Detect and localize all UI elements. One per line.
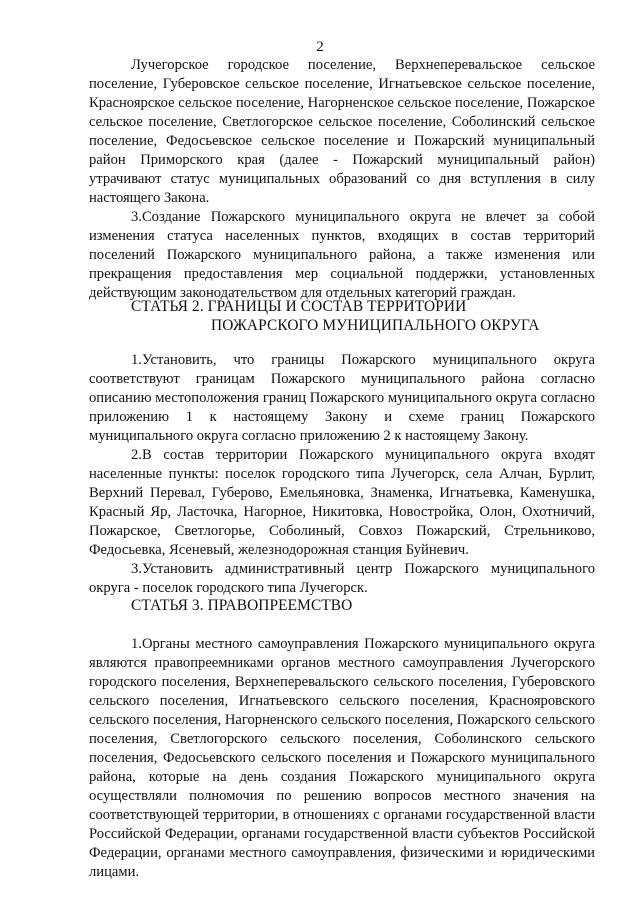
paragraph-settlement-status: 3.Создание Пожарского муниципального округа не влечет за собой изменения статуса населенных пунктов, входящих в состав территорий поселений Пожарского муниципального района, а также изменения или прекращения предоставления мер социальной поддержки, установленных действующим законодательством для отдельных категорий граждан. bbox=[89, 209, 595, 301]
article-2-paragraph-3: 3.Установить административный центр Пожарского муниципального округа - поселок городского типа Лучегорск. bbox=[89, 561, 595, 596]
page-number: 2 bbox=[316, 39, 324, 55]
article-2-body bbox=[89, 351, 595, 598]
paragraph-dissolution: Лучегорское городское поселение, Верхнеперевальское сельское поселение, Губеровское сельское поселение, Игнатьевское сельское поселение, Красноярское сельское поселение, Нагорненское сельское поселение, Пожарское сельское поселение, Светлогорское сельское поселение, Соболинский сельское поселение, Федосьевское сельское поселение и Пожарский муниципальный район Приморского края (далее - Пожарский муниципальный район) утрачивают статус муниципальных образований со дня вступления в силу настоящего Закона. bbox=[89, 57, 595, 206]
article-2-paragraph-2: 2.В состав территории Пожарского муниципального округа входят населенные пункты: поселок городского типа Лучегорск, села Алчан, Бурлит, Верхний Перевал, Губерово, Емельяновка, Знаменка, Игнатьевка, Каменушка, Красный Яр, Ласточка, Нагорное, Никитовка, Новостройка, Олон, Охотничий, Пожарское, Светлогорье, Соболиный, Совхоз Пожарский, Стрельниково, Федосьевка, Ясеневый, железнодорожная станция Буйневич. bbox=[89, 447, 595, 558]
article-2-heading bbox=[0, 297, 640, 335]
intro-section bbox=[89, 56, 595, 303]
article-2-title-line-2: ПОЖАРСКОГО МУНИЦИПАЛЬНОГО ОКРУГА bbox=[211, 317, 540, 334]
article-3-title: СТАТЬЯ 3. ПРАВОПРЕЕМСТВО bbox=[131, 597, 353, 614]
article-3-heading bbox=[0, 596, 640, 615]
article-3-body bbox=[89, 635, 595, 882]
article-2-paragraph-1: 1.Установить, что границы Пожарского муниципального округа соответствуют границам Пожарского муниципального района согласно описанию местоположения границ Пожарского муниципального округа согласно приложению 1 к настоящему Закону и схеме границ Пожарского муниципального округа согласно приложению 2 к настоящему Закону. bbox=[89, 352, 595, 444]
article-2-title-line-1: СТАТЬЯ 2. ГРАНИЦЫ И СОСТАВ ТЕРРИТОРИИ bbox=[131, 298, 467, 315]
article-3-paragraph-1: 1.Органы местного самоуправления Пожарского муниципального округа являются правопреемниками органов местного самоуправления Лучегорского городского поселения, Верхнеперевальского сельского поселения, Губеровского сельского поселения, Игнатьевского сельского поселения, Краснояровского сельского поселения, Нагорненского сельского поселения, Пожарского сельского поселения, Светлогорского сельского поселения, Соболинского сельского поселения, Федосьевского сельского поселения и Пожарского муниципального района, которые на день создания Пожарского муниципального округа осуществляли полномочия по решению вопросов местного значения на соответствующей территории, в отношениях с органами государственной власти Российской Федерации, органами государственной власти субъектов Российской Федерации, органами местного самоуправления, физическими и юридическими лицами. bbox=[89, 636, 595, 880]
